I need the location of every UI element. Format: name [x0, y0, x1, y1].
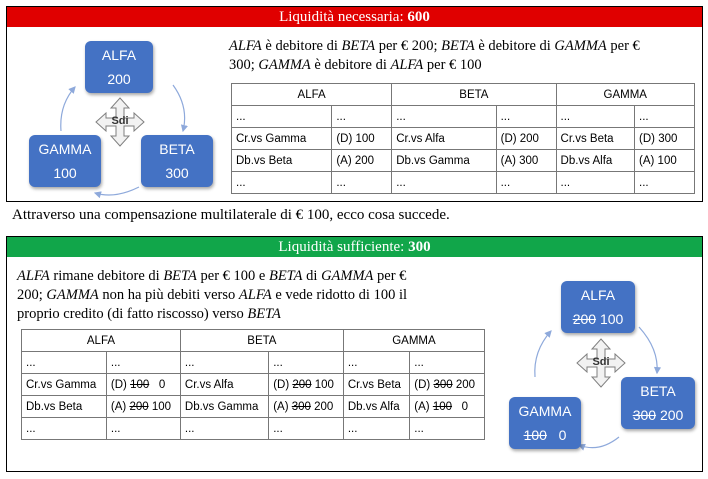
- sdi-label: Sdi: [592, 356, 610, 368]
- table-row: [22, 374, 485, 396]
- table-cell: ...: [343, 418, 409, 440]
- table-cell: ...: [22, 352, 107, 374]
- table-cell: (D) 100 0: [106, 374, 180, 396]
- table-cell: ...: [556, 106, 635, 128]
- table-cell: (A) 300 200: [269, 396, 344, 418]
- table-row: [232, 150, 695, 172]
- table-cell: ...: [496, 172, 556, 194]
- node-alfa-value: 200: [107, 71, 131, 87]
- node-alfa-name: ALFA: [101, 47, 137, 63]
- table-cell: ...: [332, 172, 392, 194]
- node-gamma-name: GAMMA: [38, 141, 92, 157]
- col-header-gamma: GAMMA: [343, 330, 484, 352]
- table-cell: (A) 300: [496, 150, 556, 172]
- node-beta: [141, 135, 213, 187]
- table-cell: ...: [180, 352, 268, 374]
- table-cell: Cr.vs Alfa: [180, 374, 268, 396]
- table-row: [22, 396, 485, 418]
- header-label: Liquidità necessaria:: [279, 9, 408, 25]
- table-cell: ...: [232, 172, 332, 194]
- table-cell: ...: [635, 172, 695, 194]
- table-cell: ...: [180, 418, 268, 440]
- table-cell: ...: [269, 418, 344, 440]
- table-cell: Cr.vs Beta: [556, 128, 635, 150]
- node-alfa-new-value: 100: [599, 311, 624, 327]
- debt-diagram-after: [499, 257, 704, 471]
- table-cell: (D) 100: [332, 128, 392, 150]
- ledger-table-after: [21, 329, 485, 440]
- table-cell: Db.vs Alfa: [343, 396, 409, 418]
- node-beta-old-value: 300: [632, 407, 657, 423]
- table-cell: ...: [269, 352, 344, 374]
- col-header-alfa: ALFA: [232, 84, 392, 106]
- table-header-row: [232, 84, 695, 106]
- table-cell: Cr.vs Gamma: [232, 128, 332, 150]
- table-cell: ...: [22, 418, 107, 440]
- table-cell: ...: [106, 352, 180, 374]
- node-gamma-name: GAMMA: [518, 403, 572, 419]
- table-row: [22, 418, 485, 440]
- table-row: [22, 352, 485, 374]
- table-row: [232, 172, 695, 194]
- transition-text: Attraverso una compensazione multilaterale di € 100, ecco cosa succede.: [12, 207, 450, 223]
- table-row: [232, 106, 695, 128]
- sdi-label: Sdi: [111, 115, 129, 127]
- header-value: 600: [407, 9, 430, 25]
- table-cell: ...: [556, 172, 635, 194]
- node-alfa: [561, 281, 635, 333]
- table-cell: Cr.vs Beta: [343, 374, 409, 396]
- node-beta-name: BETA: [640, 383, 676, 399]
- table-cell: (D) 200 100: [269, 374, 344, 396]
- header-value: 300: [408, 239, 431, 255]
- table-cell: Db.vs Gamma: [180, 396, 268, 418]
- table-row: [232, 128, 695, 150]
- table-cell: (A) 100 0: [410, 396, 485, 418]
- table-cell: ...: [496, 106, 556, 128]
- node-gamma-old-value: 100: [523, 427, 547, 443]
- table-cell: Cr.vs Gamma: [22, 374, 107, 396]
- node-gamma: [29, 135, 101, 187]
- table-cell: ...: [392, 172, 496, 194]
- node-beta-value: 300: [165, 165, 189, 181]
- col-header-alfa: ALFA: [22, 330, 181, 352]
- table-cell: ...: [635, 106, 695, 128]
- description-after: ALFA rimane debitore di BETA per € 100 e BETA di GAMMA per € 200; GAMMA non ha più debiti verso ALFA e vede ridotto di 100 il proprio credito (di fatto riscosso) verso BETA: [17, 268, 407, 322]
- ledger-table-before: [231, 83, 695, 194]
- table-cell: Db.vs Beta: [232, 150, 332, 172]
- table-cell: (A) 200: [332, 150, 392, 172]
- node-beta-new-value: 200: [659, 407, 684, 423]
- table-cell: (D) 300 200: [410, 374, 485, 396]
- debt-diagram-before: [7, 27, 222, 203]
- table-cell: ...: [410, 352, 485, 374]
- header-bar-sufficient: [7, 237, 702, 257]
- node-gamma: [509, 397, 581, 449]
- node-alfa: [85, 41, 153, 93]
- table-cell: (A) 100: [635, 150, 695, 172]
- node-alfa-name: ALFA: [580, 287, 616, 303]
- node-beta-name: BETA: [159, 141, 195, 157]
- node-beta: [621, 377, 695, 429]
- table-cell: ...: [410, 418, 485, 440]
- description-before: ALFA è debitore di BETA per € 200; BETA è debitore di GAMMA per € 300; GAMMA è debitore di ALFA per € 100: [229, 38, 640, 73]
- table-cell: Db.vs Beta: [22, 396, 107, 418]
- table-cell: (D) 200: [496, 128, 556, 150]
- table-cell: ...: [332, 106, 392, 128]
- header-label: Liquidità sufficiente:: [278, 239, 409, 255]
- table-cell: (A) 200 100: [106, 396, 180, 418]
- col-header-beta: BETA: [180, 330, 343, 352]
- col-header-beta: BETA: [392, 84, 556, 106]
- panel-liquidity-sufficient: [6, 236, 703, 472]
- node-gamma-new-value: 0: [558, 427, 567, 443]
- table-cell: Db.vs Alfa: [556, 150, 635, 172]
- table-cell: Cr.vs Alfa: [392, 128, 496, 150]
- table-cell: ...: [106, 418, 180, 440]
- table-cell: (D) 300: [635, 128, 695, 150]
- node-alfa-old-value: 200: [572, 311, 597, 327]
- table-cell: ...: [232, 106, 332, 128]
- header-bar-needed: [7, 7, 702, 27]
- col-header-gamma: GAMMA: [556, 84, 694, 106]
- table-cell: ...: [343, 352, 409, 374]
- table-header-row: [22, 330, 485, 352]
- node-gamma-value: 100: [53, 165, 77, 181]
- table-cell: Db.vs Gamma: [392, 150, 496, 172]
- panel-liquidity-needed: [6, 6, 703, 202]
- table-cell: ...: [392, 106, 496, 128]
